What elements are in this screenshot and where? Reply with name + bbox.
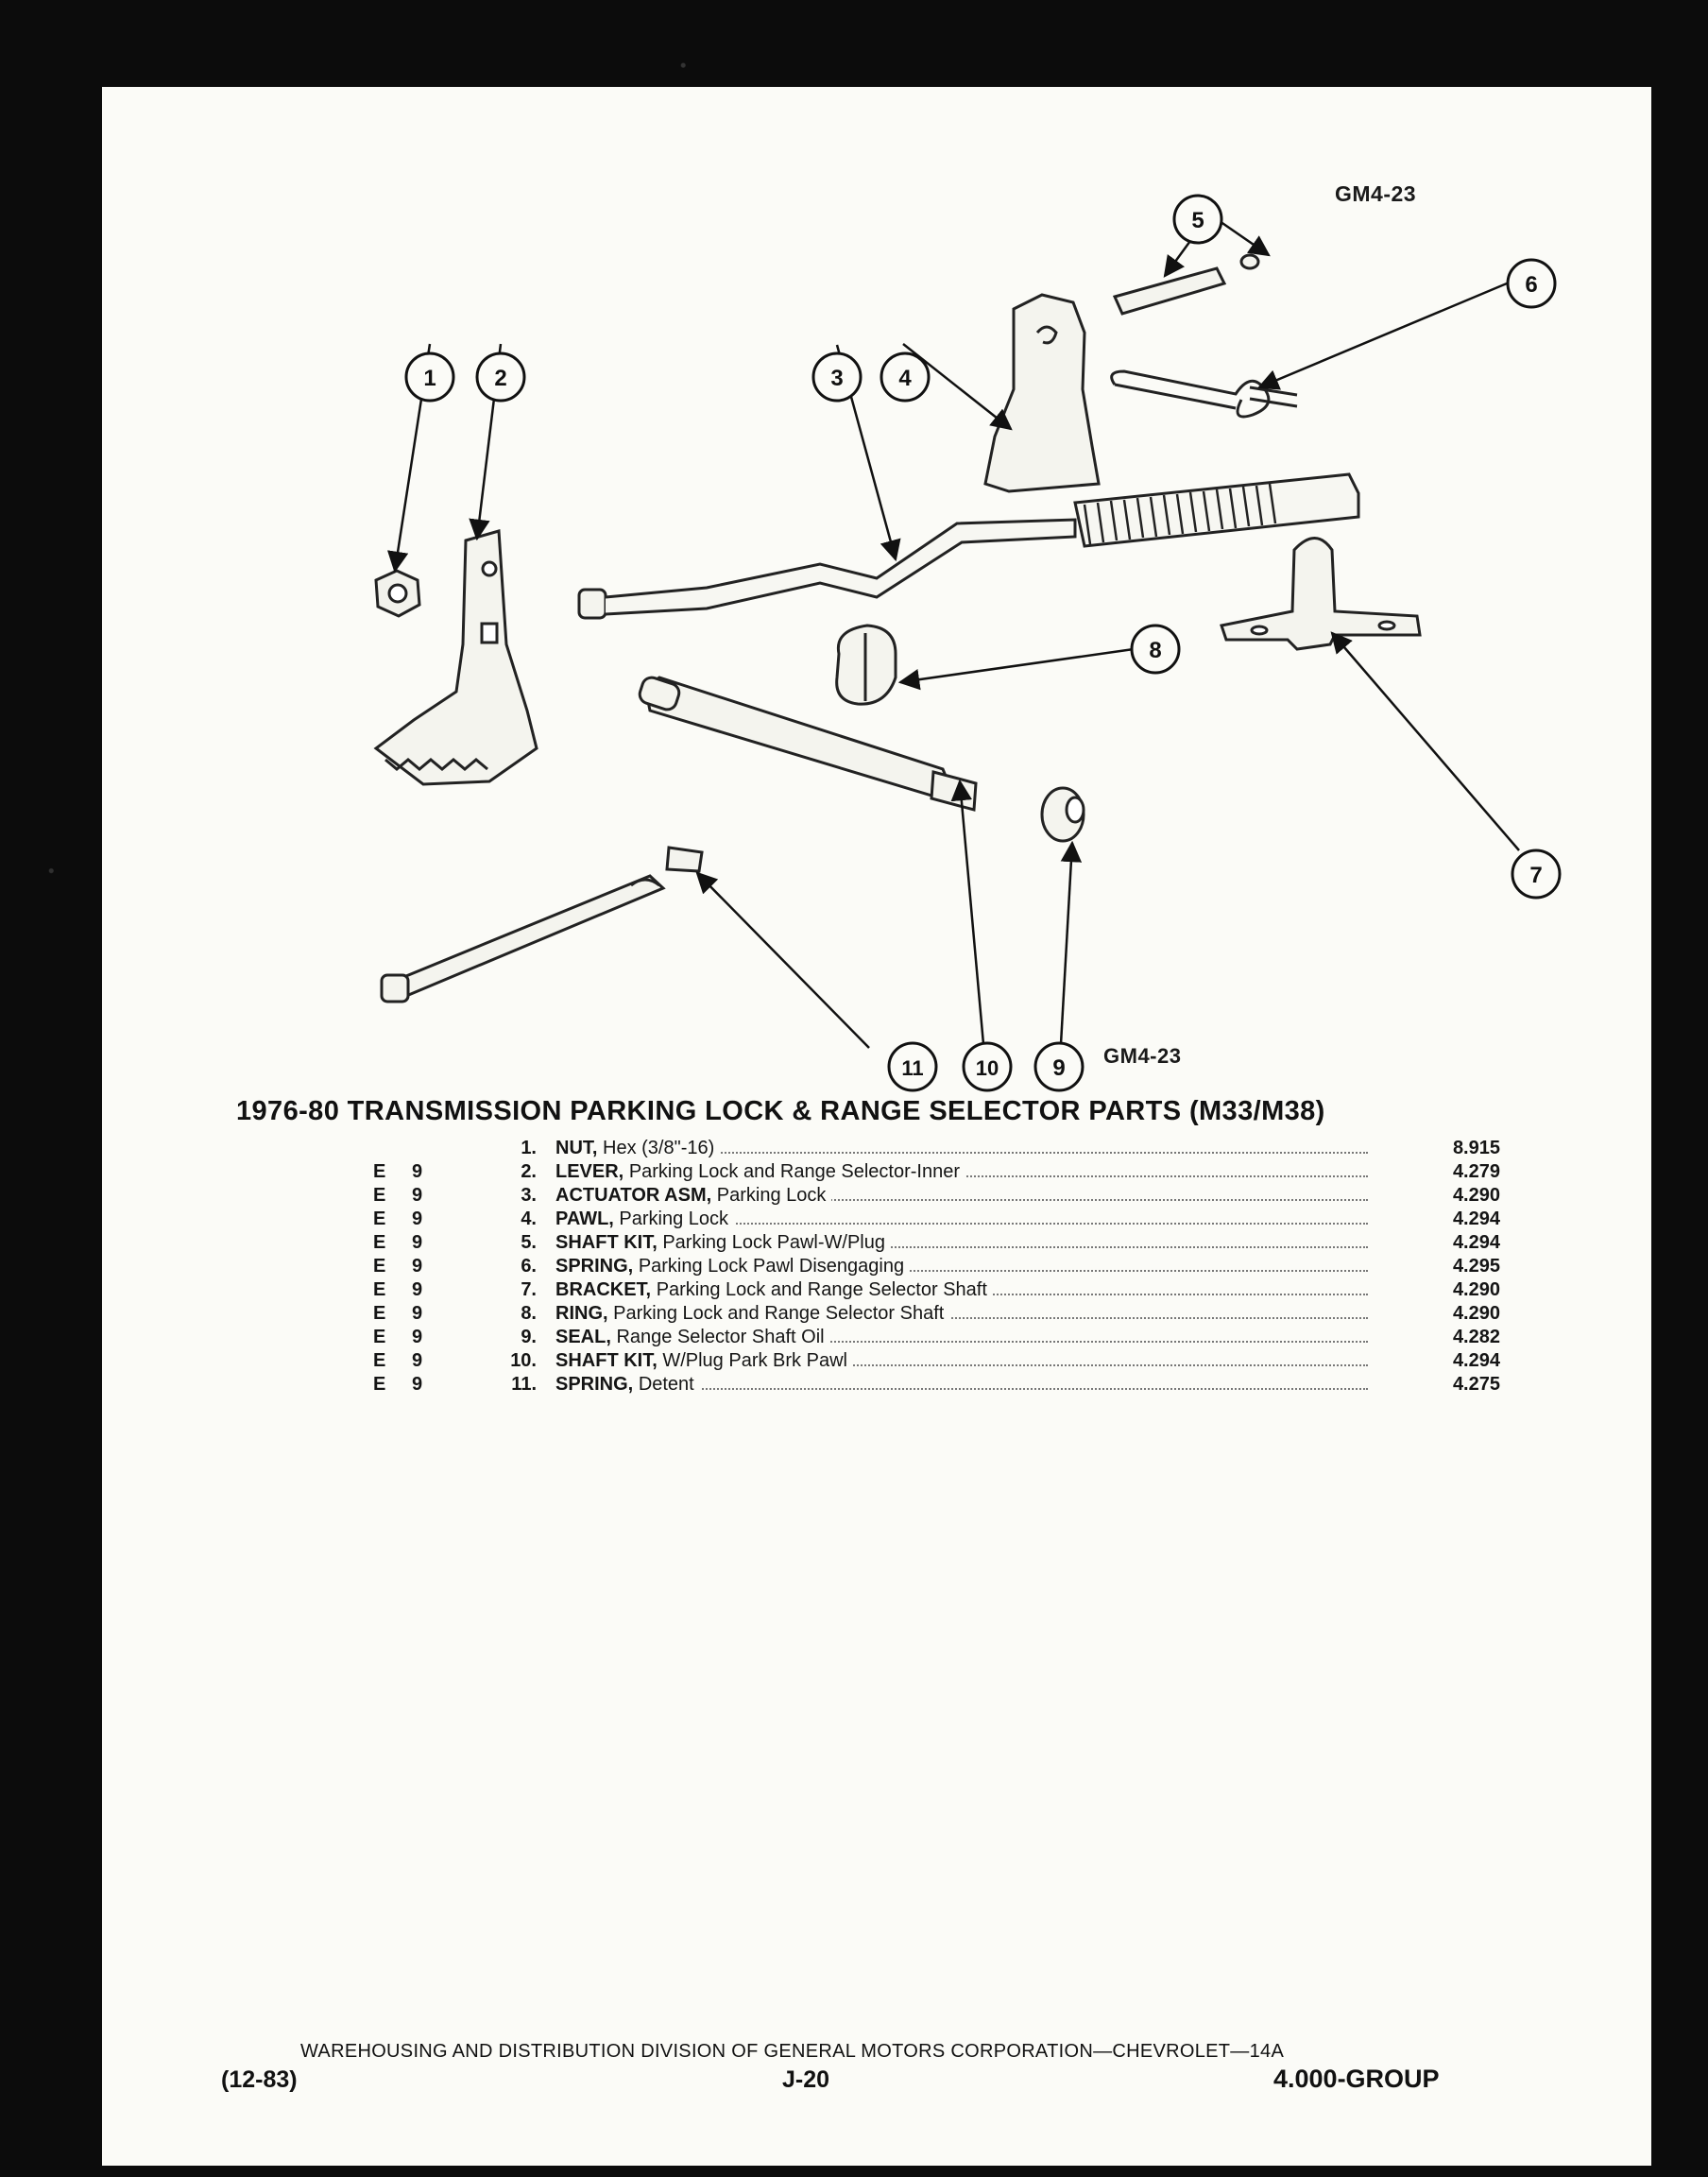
part-nut-illustration bbox=[376, 571, 419, 616]
part-pawl-illustration bbox=[985, 295, 1099, 491]
parts-row-description-text bbox=[555, 1350, 853, 1371]
parts-row-part-detail: Parking Lock and Range Selector Shaft bbox=[613, 1303, 945, 1324]
parts-row-description bbox=[555, 1374, 1368, 1396]
parts-row-description bbox=[555, 1327, 1368, 1348]
parts-row-part-detail: Parking Lock bbox=[619, 1208, 729, 1229]
parts-row-e-flag: E bbox=[373, 1161, 386, 1182]
parts-row-part-name: ACTUATOR ASM, bbox=[555, 1185, 712, 1206]
parts-row-description-text bbox=[555, 1138, 720, 1158]
parts-row-description bbox=[555, 1208, 1368, 1230]
parts-row-number: 4. bbox=[521, 1208, 537, 1229]
callout-7 bbox=[1512, 850, 1560, 898]
parts-row-e-flag: E bbox=[373, 1232, 386, 1253]
footer-group: 4.000-GROUP bbox=[1273, 2065, 1440, 2093]
parts-list-row bbox=[272, 1161, 1557, 1185]
parts-row-e-flag: E bbox=[373, 1350, 386, 1371]
parts-row-description bbox=[555, 1303, 1368, 1325]
parts-row-part-name: NUT, bbox=[555, 1138, 598, 1158]
parts-row-number: 6. bbox=[521, 1256, 537, 1277]
parts-row-e-flag: E bbox=[373, 1279, 386, 1300]
callout-1-label: 1 bbox=[423, 366, 436, 391]
parts-row-description-text bbox=[555, 1256, 910, 1277]
parts-row-e-flag: E bbox=[373, 1185, 386, 1206]
parts-row-description bbox=[555, 1185, 1368, 1207]
parts-list-row bbox=[272, 1208, 1557, 1232]
callout-11 bbox=[889, 1043, 936, 1090]
catalog-page bbox=[102, 87, 1651, 2166]
parts-row-group-code: 4.294 bbox=[1452, 1350, 1500, 1371]
parts-row-description-text bbox=[555, 1279, 993, 1300]
part-ring-illustration bbox=[837, 626, 896, 704]
parts-list-row bbox=[272, 1350, 1557, 1374]
parts-row-number: 1. bbox=[521, 1138, 537, 1158]
exploded-parts-diagram bbox=[102, 87, 1651, 1107]
callout-3-label: 3 bbox=[830, 366, 844, 391]
parts-row-description-text bbox=[555, 1303, 949, 1324]
parts-row-part-detail: Parking Lock bbox=[716, 1185, 827, 1206]
part-shaft-kit-illustration bbox=[1115, 255, 1258, 314]
parts-row-group-flag: 9 bbox=[412, 1256, 423, 1277]
parts-row-part-name: BRACKET, bbox=[555, 1279, 652, 1300]
callout-3 bbox=[813, 353, 861, 401]
parts-row-description-text bbox=[555, 1208, 734, 1229]
parts-row-part-name: SEAL, bbox=[555, 1327, 611, 1347]
parts-row-description-text bbox=[555, 1161, 965, 1182]
callout-9-label: 9 bbox=[1052, 1055, 1066, 1081]
parts-list-row bbox=[272, 1279, 1557, 1303]
parts-row-group-code: 8.915 bbox=[1452, 1138, 1500, 1158]
parts-row-description-text bbox=[555, 1374, 700, 1395]
parts-row-description bbox=[555, 1256, 1368, 1277]
parts-list-row bbox=[272, 1374, 1557, 1397]
callout-1 bbox=[406, 353, 453, 401]
parts-row-description-text bbox=[555, 1185, 831, 1206]
callout-8-label: 8 bbox=[1149, 638, 1162, 663]
parts-list-row bbox=[272, 1232, 1557, 1256]
callout-5 bbox=[1174, 196, 1221, 243]
parts-row-part-detail: W/Plug Park Brk Pawl bbox=[662, 1350, 847, 1371]
parts-list-row bbox=[272, 1138, 1557, 1161]
parts-row-part-detail: Parking Lock Pawl-W/Plug bbox=[662, 1232, 885, 1253]
part-shaft-illustration bbox=[638, 676, 976, 810]
parts-row-part-name: RING, bbox=[555, 1303, 608, 1324]
parts-row-group-flag: 9 bbox=[412, 1232, 423, 1253]
callout-10-label: 10 bbox=[975, 1056, 999, 1080]
parts-row-number: 2. bbox=[521, 1161, 537, 1182]
parts-row-group-flag: 9 bbox=[412, 1279, 423, 1300]
callout-5-label: 5 bbox=[1191, 208, 1204, 233]
parts-row-part-name: SPRING, bbox=[555, 1374, 634, 1395]
parts-row-description-text bbox=[555, 1232, 891, 1253]
footer-page-number: J-20 bbox=[782, 2066, 830, 2093]
parts-row-part-name: SPRING, bbox=[555, 1256, 634, 1277]
parts-row-group-flag: 9 bbox=[412, 1327, 423, 1347]
parts-row-group-code: 4.279 bbox=[1452, 1161, 1500, 1182]
callout-10 bbox=[964, 1043, 1011, 1090]
parts-row-number: 8. bbox=[521, 1303, 537, 1324]
part-bracket-illustration bbox=[1221, 539, 1420, 650]
callout-7-label: 7 bbox=[1529, 863, 1543, 888]
parts-list-row bbox=[272, 1256, 1557, 1279]
parts-row-group-flag: 9 bbox=[412, 1303, 423, 1324]
parts-row-group-flag: 9 bbox=[412, 1374, 423, 1395]
parts-row-part-detail: Hex (3/8"-16) bbox=[603, 1138, 715, 1158]
parts-row-part-name: PAWL, bbox=[555, 1208, 614, 1229]
parts-row-description bbox=[555, 1350, 1368, 1372]
callout-6-label: 6 bbox=[1525, 272, 1538, 298]
parts-row-number: 11. bbox=[511, 1374, 537, 1395]
parts-row-part-detail: Parking Lock and Range Selector Shaft bbox=[656, 1279, 987, 1300]
parts-row-group-code: 4.290 bbox=[1452, 1185, 1500, 1206]
callout-8 bbox=[1132, 626, 1179, 673]
parts-row-e-flag: E bbox=[373, 1374, 386, 1395]
footer-publisher-line: WAREHOUSING AND DISTRIBUTION DIVISION OF GENERAL MOTORS CORPORATION—CHEVROLET—14A bbox=[300, 2041, 1285, 2062]
parts-row-group-flag: 9 bbox=[412, 1208, 423, 1229]
footer-date: (12-83) bbox=[221, 2066, 298, 2093]
parts-row-number: 7. bbox=[521, 1279, 537, 1300]
figure-code-bottom: GM4-23 bbox=[1103, 1044, 1182, 1068]
parts-row-description bbox=[555, 1161, 1368, 1183]
parts-list-row bbox=[272, 1303, 1557, 1327]
callout-11-label: 11 bbox=[901, 1056, 924, 1080]
callout-4 bbox=[881, 353, 929, 401]
parts-row-part-detail: Parking Lock and Range Selector-Inner bbox=[628, 1161, 961, 1182]
figure-code-top: GM4-23 bbox=[1335, 181, 1417, 206]
part-detent-spring-illustration bbox=[382, 848, 702, 1002]
callout-9 bbox=[1035, 1043, 1083, 1090]
parts-row-group-code: 4.290 bbox=[1452, 1279, 1500, 1300]
parts-row-description bbox=[555, 1138, 1368, 1159]
parts-list-row bbox=[272, 1185, 1557, 1208]
parts-row-group-flag: 9 bbox=[412, 1161, 423, 1182]
parts-row-description-text bbox=[555, 1327, 830, 1347]
parts-row-number: 10. bbox=[510, 1350, 537, 1371]
parts-row-part-name: LEVER, bbox=[555, 1161, 624, 1182]
parts-row-number: 5. bbox=[521, 1232, 537, 1253]
parts-list-row bbox=[272, 1327, 1557, 1350]
parts-row-e-flag: E bbox=[373, 1256, 386, 1277]
parts-row-group-flag: 9 bbox=[412, 1350, 423, 1371]
callout-2 bbox=[477, 353, 524, 401]
parts-row-group-code: 4.282 bbox=[1452, 1327, 1500, 1347]
parts-row-description bbox=[555, 1232, 1368, 1254]
parts-row-group-code: 4.290 bbox=[1452, 1303, 1500, 1324]
part-seal-illustration bbox=[1042, 788, 1084, 841]
section-title: 1976-80 TRANSMISSION PARKING LOCK & RANGE SELECTOR PARTS (M33/M38) bbox=[236, 1096, 1325, 1126]
parts-row-part-name: SHAFT KIT, bbox=[555, 1350, 658, 1371]
part-actuator-illustration bbox=[579, 474, 1358, 618]
callout-2-label: 2 bbox=[494, 366, 507, 391]
parts-row-part-detail: Parking Lock Pawl Disengaging bbox=[638, 1256, 905, 1277]
parts-list bbox=[272, 1138, 1557, 1397]
callout-4-label: 4 bbox=[898, 366, 912, 391]
part-lever-illustration bbox=[376, 531, 537, 784]
parts-row-e-flag: E bbox=[373, 1303, 386, 1324]
parts-row-part-detail: Detent bbox=[638, 1374, 694, 1395]
parts-row-group-code: 4.294 bbox=[1452, 1208, 1500, 1229]
callout-6 bbox=[1508, 260, 1555, 307]
part-spring-illustration bbox=[1112, 371, 1297, 417]
parts-row-number: 3. bbox=[521, 1185, 537, 1206]
parts-row-description bbox=[555, 1279, 1368, 1301]
parts-row-group-code: 4.295 bbox=[1452, 1256, 1500, 1277]
parts-row-group-code: 4.294 bbox=[1452, 1232, 1500, 1253]
parts-row-number: 9. bbox=[521, 1327, 537, 1347]
parts-row-part-name: SHAFT KIT, bbox=[555, 1232, 658, 1253]
parts-row-e-flag: E bbox=[373, 1327, 386, 1347]
parts-row-part-detail: Range Selector Shaft Oil bbox=[616, 1327, 825, 1347]
parts-row-e-flag: E bbox=[373, 1208, 386, 1229]
parts-row-group-code: 4.275 bbox=[1452, 1374, 1500, 1395]
parts-row-group-flag: 9 bbox=[412, 1185, 423, 1206]
